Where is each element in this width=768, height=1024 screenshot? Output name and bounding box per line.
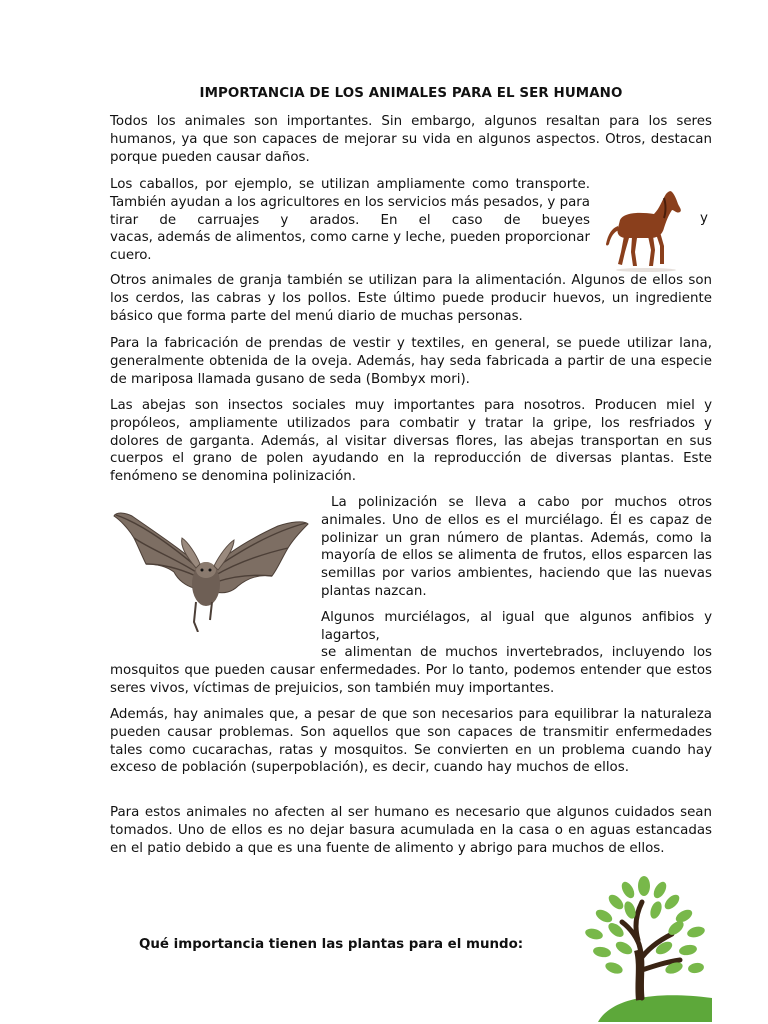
bat-illustration	[112, 510, 310, 632]
document-title: IMPORTANCIA DE LOS ANIMALES PARA EL SER HUMANO	[199, 86, 623, 101]
paragraph-bats-end: se alimentan de muchos invertebrados, incluyendo los mosquitos que pueden causar enfermedades. Por lo tanto, podemos entender que estos seres vivos, víctimas de prejuicios, son también muy importantes.	[110, 645, 712, 696]
paragraph-care: Para estos animales no afecten al ser humano es necesario que algunos cuidados sean tomados. Uno de ellos es no dejar basura acumulada en la casa o en aguas estancadas en el patio debido a que es una fuente de alimento y abrigo para muchos de ellos.	[110, 805, 712, 856]
paragraph-horses-end: vacas, además de alimentos, como carne y leche, pueden proporcionar cuero.	[110, 230, 590, 263]
paragraph-horses: Los caballos, por ejemplo, se utilizan ampliamente como transporte. También ayudan a los agricultores en los servicios más pesados, y para tirar de carruajes y arados. En el caso de bueyes	[110, 177, 590, 228]
paragraph-horses-conjunction: y	[700, 211, 708, 226]
paragraph-bats-start: Algunos murciélagos, al igual que algunos anfibios y lagartos,	[321, 610, 712, 643]
paragraph-pollination: La polinización se lleva a cabo por muchos otros animales. Uno de ellos es el murciélago. Él es capaz de polinizar un gran número de plantas. Además, como la mayoría de ellos se alimenta de frutos, ellos esparcen las semillas por varios ambientes, haciendo que las nuevas plantas nazcan.	[321, 495, 712, 599]
paragraph-intro: Todos los animales son importantes. Sin embargo, algunos resaltan para los seres humanos, ya que son capaces de mejorar su vida en algunos aspectos. Otros, destacan porque pueden causar daños.	[110, 114, 712, 165]
question-heading: Qué importancia tienen las plantas para el mundo:	[139, 937, 524, 952]
tree-illustration	[580, 876, 712, 1022]
paragraph-farm: Otros animales de granja también se utilizan para la alimentación. Algunos de ellos son los cerdos, las cabras y los pollos. Este último puede producir huevos, un ingrediente básico que forma parte del menú diario de muchas personas.	[110, 273, 712, 324]
paragraph-bees: Las abejas son insectos sociales muy importantes para nosotros. Producen miel y propóleos, ampliamente utilizados para combatir y tratar la gripe, los resfriados y dolores de garganta. Además, al visitar diversas flores, las abejas transportan en sus cuerpos el grano de polen ayudando en la reproducción de diversas plantas. Este fenómeno se denomina polinización.	[110, 398, 712, 485]
paragraph-clothing: Para la fabricación de prendas de vestir y textiles, en general, se puede utilizar lana, generalmente obtenida de la oveja. Además, hay seda fabricada a partir de una especie de mariposa llamada gusano de seda (Bombyx mori).	[110, 336, 712, 387]
horse-illustration	[604, 190, 688, 272]
paragraph-problems: Además, hay animales que, a pesar de que son necesarios para equilibrar la naturaleza pueden causar problemas. Son aquellos que son capaces de transmitir enfermedades tales como cucarachas, ratas y mosquitos. Se convierten en un problema cuando hay exceso de población (superpoblación), es decir, cuando hay muchos de ellos.	[110, 707, 712, 776]
